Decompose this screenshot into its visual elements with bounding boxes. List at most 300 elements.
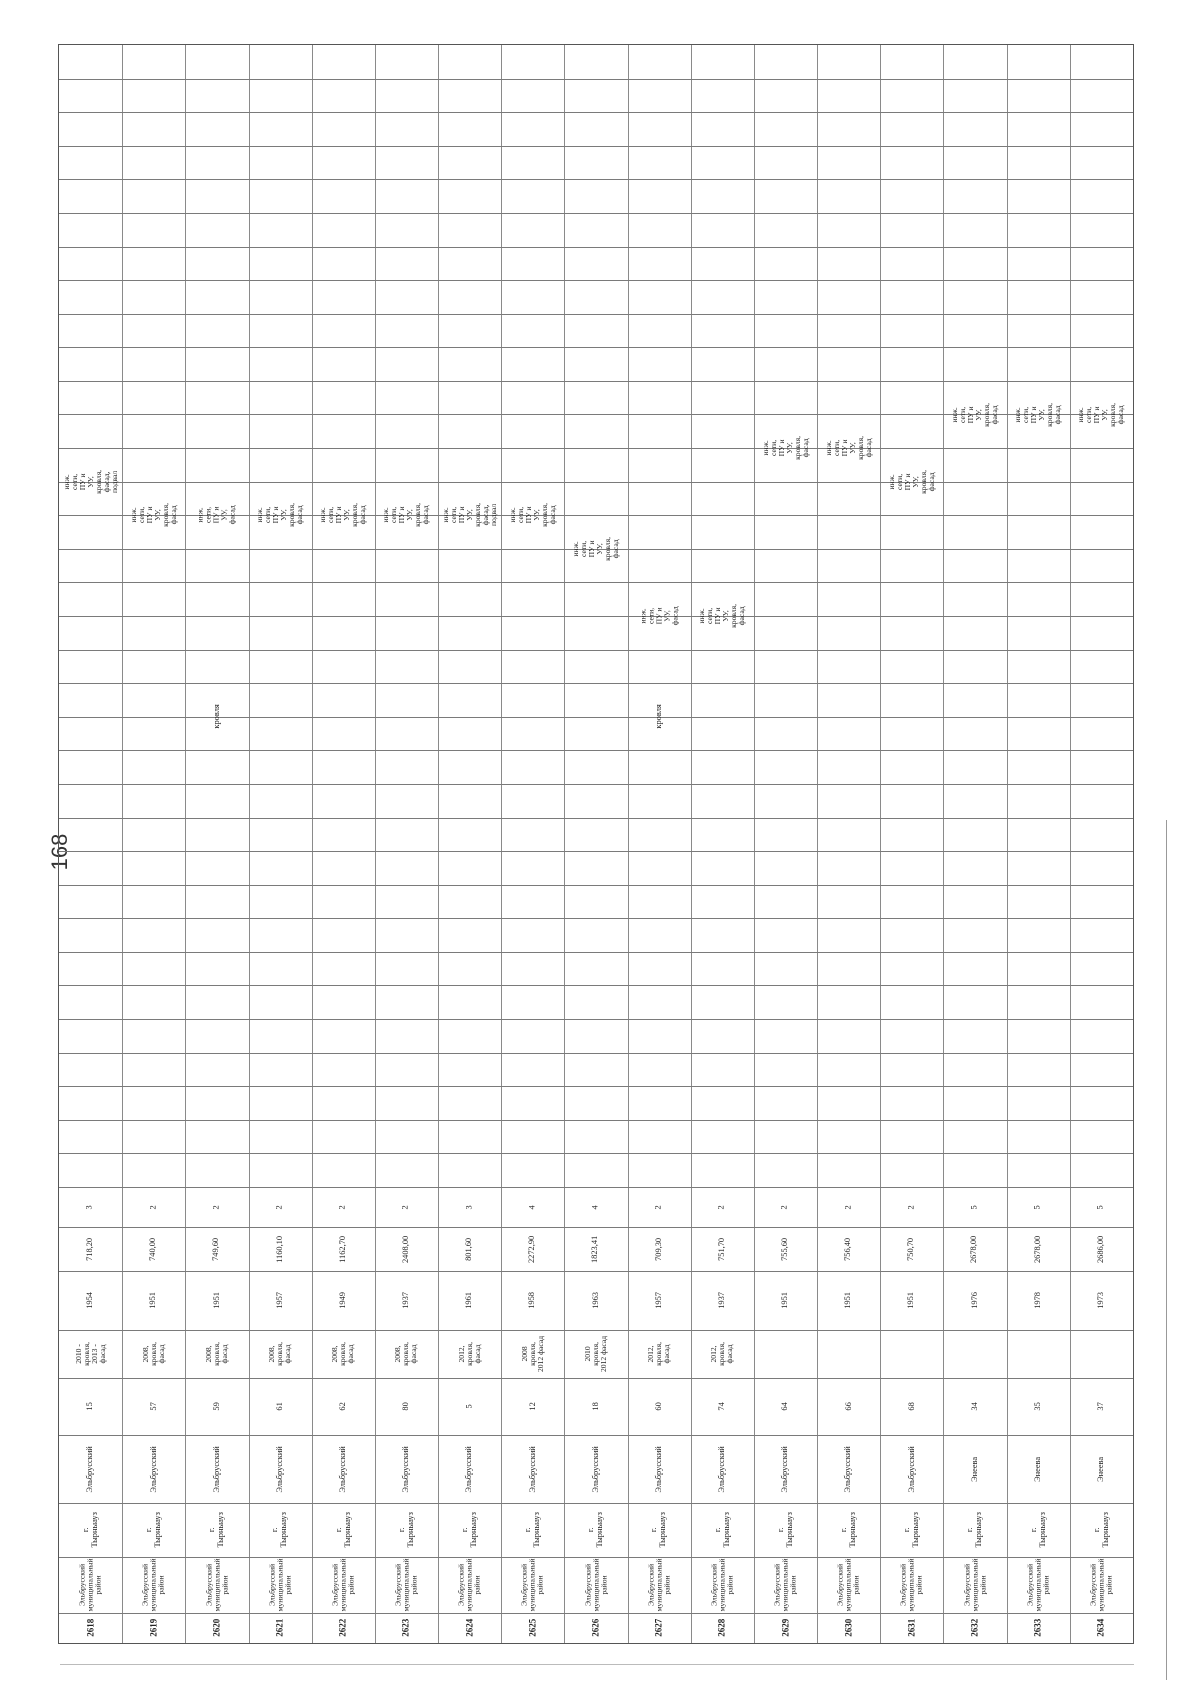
repair-history-cell <box>1070 1330 1133 1378</box>
street-cell-text: Эльбрусский <box>716 1445 726 1493</box>
city-cell-text: г. Тырныауз <box>1028 1512 1047 1548</box>
street-cell <box>691 1435 754 1503</box>
city-cell-text: г. Тырныауз <box>523 1512 541 1548</box>
area-cell-text: 2678,00 <box>1032 1235 1042 1263</box>
planned-works-cell <box>1070 374 1133 455</box>
area-cell <box>817 1227 880 1271</box>
build-year-cell <box>185 1271 248 1330</box>
city-cell <box>880 1503 943 1557</box>
planned-works-cell-text: инж. сети, ПУ и УУ, кровля, фасад <box>381 503 431 528</box>
city-cell <box>754 1503 817 1557</box>
house-number-cell-text: 37 <box>1095 1402 1105 1411</box>
row-number <box>122 1613 185 1643</box>
house-number-cell <box>501 1378 564 1435</box>
floors-cell-text: 2 <box>401 1204 411 1210</box>
city-cell <box>122 1503 185 1557</box>
column-divider <box>59 213 1133 214</box>
roof-work-cell <box>628 683 691 750</box>
repair-history-cell <box>375 1330 438 1378</box>
column-divider <box>59 1053 1133 1054</box>
house-number-cell-text: 34 <box>969 1402 979 1411</box>
municipality-cell <box>1007 1557 1070 1613</box>
municipality-cell <box>628 1557 691 1613</box>
column-divider <box>59 347 1133 348</box>
planned-works-cell <box>628 576 691 657</box>
repair-history-cell <box>59 1330 122 1378</box>
house-number-cell-text: 57 <box>148 1402 158 1411</box>
build-year-cell-text: 1937 <box>401 1292 411 1309</box>
area-cell <box>1070 1227 1133 1271</box>
build-year-cell-text: 1949 <box>337 1292 347 1309</box>
row-number-text: 2626 <box>590 1619 601 1637</box>
row-number-text: 2620 <box>211 1619 222 1637</box>
street-cell-text: Эльбрусский <box>401 1445 411 1493</box>
municipality-cell-text: Эльбрусский муниципальный район <box>267 1558 293 1612</box>
floors-cell <box>943 1187 1006 1227</box>
build-year-cell-text: 1957 <box>653 1292 663 1309</box>
city-cell-text: г. Тырныауз <box>333 1512 352 1548</box>
city-cell-text: г. Тырныауз <box>712 1512 731 1548</box>
street-cell <box>375 1435 438 1503</box>
street-cell <box>880 1435 943 1503</box>
floors-cell <box>185 1187 248 1227</box>
area-cell-text: 2408,00 <box>401 1235 411 1263</box>
floors-cell-text: 2 <box>148 1204 158 1210</box>
repair-history-cell <box>628 1330 691 1378</box>
floors-cell <box>564 1187 627 1227</box>
house-number-cell-text: 59 <box>211 1402 221 1411</box>
planned-works-cell-text: инж. сети, ПУ и УУ, фасад <box>638 606 680 626</box>
row-number-text: 2621 <box>274 1619 285 1637</box>
build-year-cell-text: 1978 <box>1032 1292 1042 1309</box>
column-divider <box>59 985 1133 986</box>
build-year-cell <box>312 1271 375 1330</box>
area-cell-text: 718,20 <box>85 1237 95 1261</box>
floors-cell-text: 2 <box>843 1204 853 1210</box>
municipality-cell <box>312 1557 375 1613</box>
house-number-cell-text: 35 <box>1032 1402 1042 1411</box>
planned-works-cell <box>817 408 880 489</box>
street-cell-text: Эльбрусский <box>211 1445 221 1493</box>
street-cell-text: Эльбрусский <box>274 1445 284 1493</box>
housing-table <box>58 44 1134 1644</box>
floors-cell-text: 4 <box>527 1204 537 1210</box>
planned-works-cell-text: инж. сети, ПУ и УУ, фасад <box>196 505 237 525</box>
row-number <box>501 1613 564 1643</box>
planned-works-cell <box>754 408 817 489</box>
city-cell <box>691 1503 754 1557</box>
house-number-cell <box>59 1378 122 1435</box>
column-divider <box>59 818 1133 819</box>
floors-cell-text: 2 <box>337 1204 347 1210</box>
municipality-cell <box>1070 1557 1133 1613</box>
street-cell-text: Эльбрусский <box>148 1445 158 1493</box>
street-cell <box>122 1435 185 1503</box>
column-divider <box>59 247 1133 248</box>
row-number-text: 2632 <box>969 1619 980 1637</box>
area-cell-text: 755,60 <box>780 1237 790 1261</box>
planned-works-cell <box>185 475 248 556</box>
area-cell <box>185 1227 248 1271</box>
house-number-cell-text: 74 <box>716 1402 726 1411</box>
row-number <box>185 1613 248 1643</box>
planned-works-cell-text: инж. сети, ПУ и УУ, кровля, фасад <box>1076 402 1126 427</box>
street-cell-text: Энеева <box>1032 1456 1042 1482</box>
street-cell-text: Эльбрусский <box>906 1445 916 1493</box>
column-divider <box>59 1120 1133 1121</box>
column-divider <box>59 146 1133 147</box>
planned-works-cell-text: инж. сети, ПУ и УУ, кровля, фасад <box>823 436 873 461</box>
row-number-text: 2628 <box>716 1619 727 1637</box>
planned-works-cell-text: инж. сети, ПУ и УУ, кровля, фасад <box>697 604 747 628</box>
repair-history-cell-text: 2008, кровля, фасад <box>267 1342 293 1366</box>
build-year-cell-text: 1973 <box>1095 1292 1105 1309</box>
row-number <box>628 1613 691 1643</box>
area-cell <box>122 1227 185 1271</box>
repair-history-cell <box>691 1330 754 1378</box>
row-number-text: 2623 <box>400 1619 411 1637</box>
municipality-cell <box>880 1557 943 1613</box>
floors-cell-text: 5 <box>1095 1204 1105 1210</box>
house-number-cell <box>691 1378 754 1435</box>
build-year-cell <box>438 1271 501 1330</box>
municipality-cell-text: Эльбрусский муниципальный район <box>140 1558 166 1612</box>
repair-history-cell-text: 2010 кровля, 2012 фасад <box>583 1335 608 1373</box>
area-cell <box>249 1227 312 1271</box>
planned-works-cell <box>59 441 122 522</box>
municipality-cell <box>438 1557 501 1613</box>
municipality-cell-text: Эльбрусский муниципальный район <box>709 1558 735 1612</box>
area-cell <box>691 1227 754 1271</box>
floors-cell-text: 2 <box>780 1204 790 1210</box>
build-year-cell <box>375 1271 438 1330</box>
street-cell <box>817 1435 880 1503</box>
build-year-cell-text: 1937 <box>716 1292 726 1309</box>
house-number-cell-text: 64 <box>780 1402 790 1411</box>
area-cell-text: 2272,90 <box>527 1235 537 1263</box>
street-cell-text: Эльбрусский <box>780 1445 790 1493</box>
street-cell <box>628 1435 691 1503</box>
build-year-cell <box>501 1271 564 1330</box>
area-cell <box>59 1227 122 1271</box>
row-number-text: 2624 <box>463 1619 474 1637</box>
street-cell <box>754 1435 817 1503</box>
street-cell <box>59 1435 122 1503</box>
bottom-rule <box>60 1664 1134 1665</box>
floors-cell <box>59 1187 122 1227</box>
floors-cell-text: 2 <box>274 1204 284 1210</box>
row-number-text: 2618 <box>84 1619 95 1637</box>
floors-cell <box>249 1187 312 1227</box>
floors-cell-text: 2 <box>716 1204 726 1210</box>
area-cell-text: 750,70 <box>906 1237 916 1261</box>
floors-cell-text: 2 <box>906 1204 916 1210</box>
city-cell-text: г. Тырныауз <box>143 1512 162 1548</box>
city-cell <box>375 1503 438 1557</box>
repair-history-cell <box>438 1330 501 1378</box>
house-number-cell <box>1007 1378 1070 1435</box>
house-number-cell-text: 80 <box>401 1402 411 1411</box>
area-cell-text: 756,40 <box>843 1237 853 1261</box>
build-year-cell-text: 1961 <box>464 1292 474 1309</box>
municipality-cell-text: Эльбрусский муниципальный район <box>1088 1558 1114 1612</box>
row-number-text: 2627 <box>653 1619 664 1637</box>
row-number <box>375 1613 438 1643</box>
municipality-cell-text: Эльбрусский муниципальный район <box>330 1558 356 1612</box>
planned-works-cell-text: инж. сети, ПУ и УУ, кровля, фасад <box>760 436 810 461</box>
municipality-cell-text: Эльбрусский муниципальный район <box>646 1558 672 1612</box>
floors-cell <box>375 1187 438 1227</box>
municipality-cell <box>122 1557 185 1613</box>
floors-cell-text: 3 <box>464 1204 474 1210</box>
city-cell-text: г. Тырныауз <box>902 1512 920 1548</box>
street-cell-text: Эльбрусский <box>590 1445 600 1493</box>
house-number-cell <box>943 1378 1006 1435</box>
municipality-cell <box>754 1557 817 1613</box>
row-number <box>1007 1613 1070 1643</box>
area-cell <box>312 1227 375 1271</box>
house-number-cell <box>1070 1378 1133 1435</box>
column-divider <box>59 1153 1133 1154</box>
area-cell <box>375 1227 438 1271</box>
city-cell <box>564 1503 627 1557</box>
house-number-cell <box>880 1378 943 1435</box>
repair-history-cell <box>249 1330 312 1378</box>
floors-cell <box>754 1187 817 1227</box>
column-divider <box>59 650 1133 651</box>
house-number-cell <box>438 1378 501 1435</box>
column-divider <box>59 112 1133 113</box>
municipality-cell-text: Эльбрусский муниципальный район <box>583 1558 608 1612</box>
column-divider <box>59 851 1133 852</box>
repair-history-cell <box>880 1330 943 1378</box>
planned-works-cell <box>1007 374 1070 455</box>
repair-history-cell-text: 2012, кровля, фасад <box>456 1342 482 1366</box>
house-number-cell-text: 60 <box>653 1402 663 1411</box>
row-number <box>1070 1613 1133 1643</box>
area-cell-text: 1823,41 <box>590 1235 600 1263</box>
city-cell-text: г. Тырныауз <box>396 1512 415 1548</box>
municipality-cell <box>943 1557 1006 1613</box>
repair-history-cell <box>312 1330 375 1378</box>
column-divider <box>59 280 1133 281</box>
floors-cell <box>1070 1187 1133 1227</box>
area-cell <box>628 1227 691 1271</box>
build-year-cell-text: 1957 <box>274 1292 284 1309</box>
repair-history-cell-text: 2012, кровля, фасад <box>709 1342 735 1366</box>
row-number-text: 2633 <box>1032 1619 1043 1637</box>
row-number <box>249 1613 312 1643</box>
row-number <box>943 1613 1006 1643</box>
planned-works-cell-text: инж. сети, ПУ и УУ, кровля, фасад <box>255 503 305 528</box>
planned-works-cell <box>375 475 438 556</box>
planned-works-cell <box>943 374 1006 455</box>
floors-cell <box>691 1187 754 1227</box>
repair-history-cell <box>817 1330 880 1378</box>
area-cell <box>438 1227 501 1271</box>
row-number <box>312 1613 375 1643</box>
municipality-cell <box>564 1557 627 1613</box>
floors-cell <box>817 1187 880 1227</box>
house-number-cell <box>312 1378 375 1435</box>
build-year-cell-text: 1958 <box>527 1292 537 1309</box>
row-number-text: 2631 <box>906 1619 917 1637</box>
street-cell <box>185 1435 248 1503</box>
column-divider <box>59 918 1133 919</box>
area-cell-text: 751,70 <box>716 1237 726 1261</box>
street-cell-text: Эльбрусский <box>85 1445 95 1493</box>
repair-history-cell-text: 2012, кровля, фасад <box>646 1342 672 1366</box>
floors-cell-text: 5 <box>969 1204 979 1210</box>
row-number-text: 2622 <box>337 1619 348 1637</box>
column-divider <box>59 1086 1133 1087</box>
planned-works-cell <box>122 475 185 556</box>
area-cell-text: 749,60 <box>211 1237 221 1261</box>
street-cell <box>943 1435 1006 1503</box>
house-number-cell-text: 12 <box>527 1402 537 1411</box>
build-year-cell <box>59 1271 122 1330</box>
repair-history-cell <box>564 1330 627 1378</box>
build-year-cell <box>943 1271 1006 1330</box>
area-cell <box>943 1227 1006 1271</box>
column-divider <box>59 79 1133 80</box>
roof-work-cell-text: кровля <box>211 704 221 729</box>
planned-works-cell <box>249 475 312 556</box>
city-cell <box>501 1503 564 1557</box>
repair-history-cell-text: 2008, кровля, фасад <box>140 1342 166 1366</box>
city-cell <box>1070 1503 1133 1557</box>
municipality-cell-text: Эльбрусский муниципальный район <box>962 1558 988 1612</box>
area-cell-text: 740,00 <box>148 1237 158 1261</box>
build-year-cell-text: 1951 <box>211 1292 221 1309</box>
city-cell <box>249 1503 312 1557</box>
city-cell <box>59 1503 122 1557</box>
planned-works-cell <box>312 475 375 556</box>
page-number: 168 <box>47 833 72 871</box>
city-cell-text: г. Тырныауз <box>207 1512 225 1548</box>
planned-works-cell-text: инж. сети, ПУ и УУ, кровля, фасад <box>507 503 557 528</box>
house-number-cell-text: 66 <box>843 1402 853 1411</box>
city-cell <box>185 1503 248 1557</box>
build-year-cell <box>817 1271 880 1330</box>
column-divider <box>59 314 1133 315</box>
floors-cell-text: 5 <box>1032 1204 1042 1210</box>
area-cell <box>880 1227 943 1271</box>
municipality-cell <box>817 1557 880 1613</box>
house-number-cell <box>817 1378 880 1435</box>
planned-works-cell-text: инж. сети, ПУ и УУ, кровля, фасад, подвал <box>61 469 119 494</box>
street-cell <box>501 1435 564 1503</box>
house-number-cell-text: 5 <box>464 1404 474 1409</box>
planned-works-cell-text: инж. сети, ПУ и УУ, кровля, фасад <box>571 536 620 561</box>
city-cell-text: г. Тырныауз <box>80 1512 99 1548</box>
planned-works-cell <box>564 509 627 590</box>
floors-cell-text: 2 <box>653 1204 663 1210</box>
municipality-cell-text: Эльбрусский муниципальный район <box>77 1558 103 1612</box>
street-cell-text: Эльбрусский <box>337 1445 347 1493</box>
build-year-cell <box>1070 1271 1133 1330</box>
municipality-cell-text: Эльбрусский муниципальный район <box>393 1558 419 1612</box>
column-divider <box>59 952 1133 953</box>
repair-history-cell-text: 2008, кровля, фасад <box>393 1342 419 1366</box>
house-number-cell-text: 15 <box>85 1402 95 1411</box>
row-number <box>59 1613 122 1643</box>
street-cell <box>312 1435 375 1503</box>
city-cell <box>628 1503 691 1557</box>
repair-history-cell <box>943 1330 1006 1378</box>
planned-works-cell <box>438 475 501 556</box>
municipality-cell <box>249 1557 312 1613</box>
house-number-cell <box>754 1378 817 1435</box>
build-year-cell-text: 1951 <box>843 1292 853 1309</box>
area-cell-text: 2686,00 <box>1095 1235 1105 1263</box>
city-cell-text: г. Тырныауз <box>586 1512 604 1548</box>
street-cell <box>1007 1435 1070 1503</box>
street-cell <box>438 1435 501 1503</box>
street-cell <box>564 1435 627 1503</box>
street-cell <box>249 1435 312 1503</box>
area-cell-text: 1160,10 <box>274 1235 284 1263</box>
city-cell-text: г. Тырныауз <box>270 1512 289 1548</box>
municipality-cell-text: Эльбрусский муниципальный район <box>203 1558 229 1612</box>
city-cell <box>438 1503 501 1557</box>
city-cell <box>943 1503 1006 1557</box>
area-cell-text: 801,60 <box>464 1237 474 1261</box>
row-number <box>691 1613 754 1643</box>
build-year-cell-text: 1963 <box>590 1292 600 1309</box>
repair-history-cell <box>1007 1330 1070 1378</box>
repair-history-cell <box>754 1330 817 1378</box>
street-cell <box>1070 1435 1133 1503</box>
row-number-text: 2629 <box>779 1619 790 1637</box>
street-cell-text: Энеева <box>969 1456 979 1482</box>
build-year-cell <box>249 1271 312 1330</box>
floors-cell <box>438 1187 501 1227</box>
city-cell-text: г. Тырныауз <box>965 1512 984 1548</box>
planned-works-cell-text: инж. сети, ПУ и УУ, кровля, фасад, подвал <box>440 503 498 528</box>
area-cell <box>754 1227 817 1271</box>
municipality-cell-text: Эльбрусский муниципальный район <box>898 1558 924 1612</box>
street-cell-text: Эльбрусский <box>464 1445 474 1493</box>
build-year-cell <box>564 1271 627 1330</box>
city-cell <box>1007 1503 1070 1557</box>
area-cell <box>564 1227 627 1271</box>
city-cell-text: г. Тырныауз <box>649 1512 668 1548</box>
row-number-text: 2619 <box>148 1619 159 1637</box>
municipality-cell-text: Эльбрусский муниципальный район <box>519 1558 545 1612</box>
city-cell <box>817 1503 880 1557</box>
house-number-cell <box>375 1378 438 1435</box>
column-divider <box>59 179 1133 180</box>
municipality-cell-text: Эльбрусский муниципальный район <box>1025 1558 1051 1612</box>
city-cell <box>312 1503 375 1557</box>
city-cell-text: г. Тырныауз <box>459 1512 478 1548</box>
floors-cell <box>880 1187 943 1227</box>
row-number <box>754 1613 817 1643</box>
floors-cell <box>122 1187 185 1227</box>
row-number-text: 2630 <box>842 1619 853 1637</box>
house-number-cell <box>249 1378 312 1435</box>
municipality-cell-text: Эльбрусский муниципальный район <box>835 1558 861 1612</box>
house-number-cell-text: 68 <box>906 1402 916 1411</box>
municipality-cell <box>59 1557 122 1613</box>
repair-history-cell <box>185 1330 248 1378</box>
repair-history-cell-text: 2008, кровля, фасад <box>330 1342 356 1366</box>
row-number <box>880 1613 943 1643</box>
row-number-text: 2625 <box>527 1619 538 1637</box>
floors-cell-text: 3 <box>85 1204 95 1210</box>
column-divider <box>59 616 1133 617</box>
